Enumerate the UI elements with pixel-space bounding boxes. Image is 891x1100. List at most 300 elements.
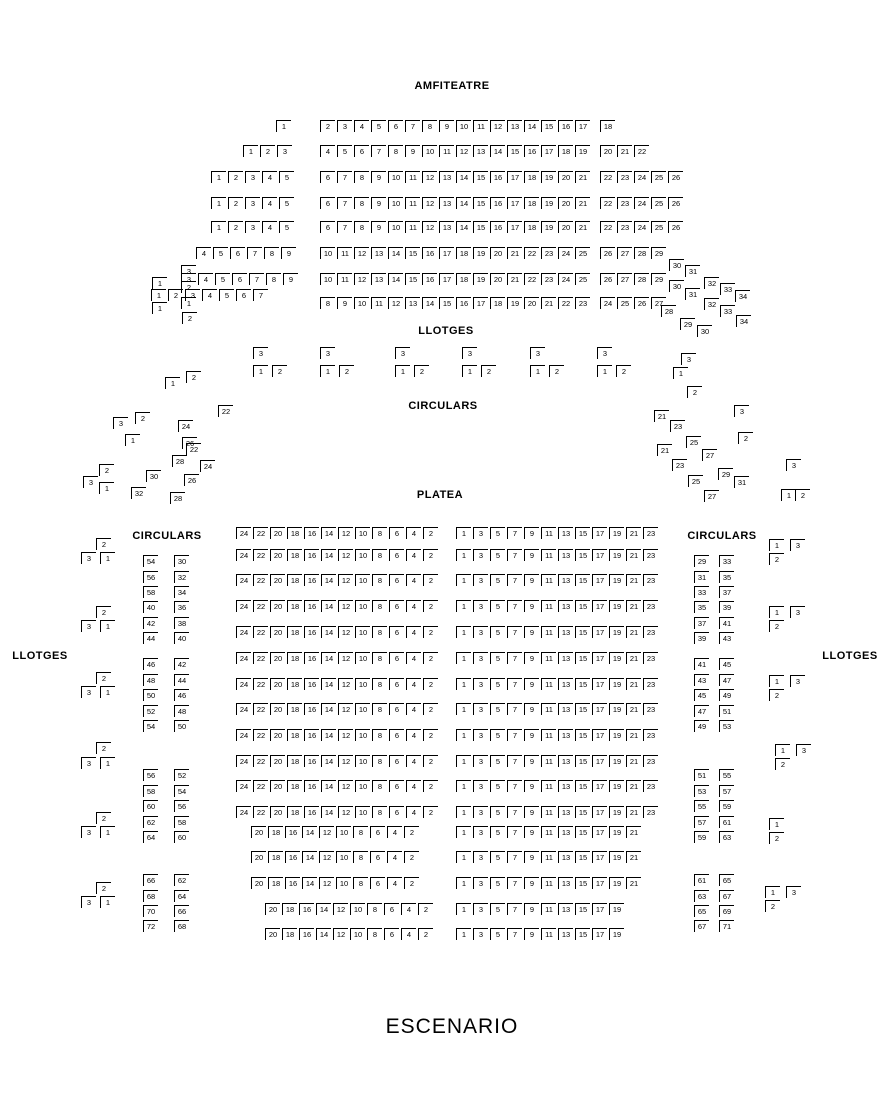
seat-platea-r4-left-12[interactable]: 12: [338, 600, 353, 612]
seat-amfiteatre-r1-center-12[interactable]: 12: [490, 120, 505, 132]
seat-platea-r3-left-2[interactable]: 2: [423, 574, 438, 586]
seat-amfiteatre-r8-center-14[interactable]: 14: [422, 297, 437, 309]
seat-platea-r17-left-14[interactable]: 14: [316, 928, 331, 940]
seat-platea-r13-left-14[interactable]: 14: [302, 826, 317, 838]
seat-platea-r13-right-11[interactable]: 11: [541, 826, 556, 838]
seat-platea-r14-left-4[interactable]: 4: [387, 851, 402, 863]
seat-platea-r16-left-12[interactable]: 12: [333, 903, 348, 915]
seat-platea-r4-left-18[interactable]: 18: [287, 600, 302, 612]
seat-platea-r4-right-15[interactable]: 15: [575, 600, 590, 612]
seat-circulars-right-inner-33[interactable]: 33: [719, 555, 734, 567]
seat-platea-r7-left-24[interactable]: 24: [236, 678, 251, 690]
seat-platea-r16-right-5[interactable]: 5: [490, 903, 505, 915]
seat-platea-r5-right-15[interactable]: 15: [575, 626, 590, 638]
seat-platea-r7-left-18[interactable]: 18: [287, 678, 302, 690]
seat-circulars-upper-right-21[interactable]: 21: [654, 410, 669, 422]
seat-circulars-right-inner-63[interactable]: 63: [694, 890, 709, 902]
seat-circulars-left-inner-68[interactable]: 68: [143, 890, 158, 902]
seat-platea-r11-left-20[interactable]: 20: [270, 780, 285, 792]
seat-platea-r1-left-12[interactable]: 12: [338, 527, 353, 539]
seat-platea-r11-right-13[interactable]: 13: [558, 780, 573, 792]
seat-platea-r2-right-7[interactable]: 7: [507, 549, 522, 561]
seat-platea-r14-left-18[interactable]: 18: [268, 851, 283, 863]
seat-amfiteatre-r7-center-12[interactable]: 12: [354, 273, 369, 285]
seat-circulars-right-inner-37[interactable]: 37: [719, 586, 734, 598]
seat-amfiteatre-r3-center-18[interactable]: 18: [524, 171, 539, 183]
seat-platea-r10-right-19[interactable]: 19: [609, 755, 624, 767]
seat-platea-r16-right-3[interactable]: 3: [473, 903, 488, 915]
seat-circulars-right-inner-53[interactable]: 53: [694, 785, 709, 797]
seat-amfiteatre-r7-left-8[interactable]: 8: [266, 273, 281, 285]
seat-platea-r12-left-18[interactable]: 18: [287, 806, 302, 818]
seat-platea-r3-left-12[interactable]: 12: [338, 574, 353, 586]
seat-amfiteatre-r7-left-7[interactable]: 7: [249, 273, 264, 285]
seat-circulars-right-inner-55[interactable]: 55: [719, 769, 734, 781]
seat-amfiteatre-left-diag-a-3[interactable]: 3: [181, 265, 196, 277]
seat-platea-r5-right-5[interactable]: 5: [490, 626, 505, 638]
seat-amfiteatre-r7-center-20[interactable]: 20: [490, 273, 505, 285]
seat-llotges-left-boxes-2[interactable]: 2: [96, 672, 111, 684]
seat-platea-r1-right-17[interactable]: 17: [592, 527, 607, 539]
seat-platea-r13-left-2[interactable]: 2: [404, 826, 419, 838]
seat-llotges-right-boxes-2[interactable]: 2: [769, 553, 784, 565]
seat-amfiteatre-r6-center-23[interactable]: 23: [541, 247, 556, 259]
seat-circulars-right-inner-43[interactable]: 43: [719, 632, 734, 644]
seat-platea-r2-right-17[interactable]: 17: [592, 549, 607, 561]
seat-amfiteatre-r7-right-27[interactable]: 27: [617, 273, 632, 285]
seat-amfiteatre-r6-right-26[interactable]: 26: [600, 247, 615, 259]
seat-amfiteatre-r2-center-12[interactable]: 12: [456, 145, 471, 157]
seat-platea-r1-left-4[interactable]: 4: [406, 527, 421, 539]
seat-platea-r16-right-17[interactable]: 17: [592, 903, 607, 915]
seat-platea-r11-right-1[interactable]: 1: [456, 780, 471, 792]
seat-circulars-right-inner-47[interactable]: 47: [719, 674, 734, 686]
seat-platea-r1-right-7[interactable]: 7: [507, 527, 522, 539]
seat-platea-r3-right-23[interactable]: 23: [643, 574, 658, 586]
seat-platea-r9-left-18[interactable]: 18: [287, 729, 302, 741]
seat-amfiteatre-r7-left-9[interactable]: 9: [283, 273, 298, 285]
seat-amfiteatre-r1-center-4[interactable]: 4: [354, 120, 369, 132]
seat-llotges-right-boxes-3[interactable]: 3: [790, 675, 805, 687]
seat-platea-r5-left-8[interactable]: 8: [372, 626, 387, 638]
seat-amfiteatre-r5-center-19[interactable]: 19: [541, 221, 556, 233]
seat-amfiteatre-r8-left-4[interactable]: 4: [202, 289, 217, 301]
seat-platea-r12-right-21[interactable]: 21: [626, 806, 641, 818]
seat-amfiteatre-r3-right-22[interactable]: 22: [600, 171, 615, 183]
seat-platea-r17-right-19[interactable]: 19: [609, 928, 624, 940]
seat-amfiteatre-r2-center-19[interactable]: 19: [575, 145, 590, 157]
seat-platea-r7-right-9[interactable]: 9: [524, 678, 539, 690]
seat-circulars-right-inner-33[interactable]: 33: [694, 586, 709, 598]
seat-circulars-right-inner-41[interactable]: 41: [719, 617, 734, 629]
seat-circulars-right-inner-29[interactable]: 29: [694, 555, 709, 567]
seat-platea-r17-left-4[interactable]: 4: [401, 928, 416, 940]
seat-platea-r17-left-10[interactable]: 10: [350, 928, 365, 940]
seat-platea-r7-right-21[interactable]: 21: [626, 678, 641, 690]
seat-amfiteatre-r1-center-7[interactable]: 7: [405, 120, 420, 132]
seat-platea-r15-right-15[interactable]: 15: [575, 877, 590, 889]
seat-platea-r3-left-10[interactable]: 10: [355, 574, 370, 586]
seat-platea-r6-left-20[interactable]: 20: [270, 652, 285, 664]
seat-platea-r12-left-12[interactable]: 12: [338, 806, 353, 818]
seat-platea-r9-right-3[interactable]: 3: [473, 729, 488, 741]
seat-platea-r5-right-23[interactable]: 23: [643, 626, 658, 638]
seat-amfiteatre-r3-left-1[interactable]: 1: [211, 171, 226, 183]
seat-platea-r14-left-6[interactable]: 6: [370, 851, 385, 863]
seat-platea-r2-left-24[interactable]: 24: [236, 549, 251, 561]
seat-circulars-right-inner-71[interactable]: 71: [719, 920, 734, 932]
seat-platea-r9-right-9[interactable]: 9: [524, 729, 539, 741]
seat-amfiteatre-r6-left-9[interactable]: 9: [281, 247, 296, 259]
seat-llotges-upper-boxes-2[interactable]: 2: [481, 365, 496, 377]
seat-platea-r3-left-20[interactable]: 20: [270, 574, 285, 586]
seat-amfiteatre-r7-center-16[interactable]: 16: [422, 273, 437, 285]
seat-platea-r13-right-17[interactable]: 17: [592, 826, 607, 838]
seat-amfiteatre-r5-right-22[interactable]: 22: [600, 221, 615, 233]
seat-platea-r5-left-14[interactable]: 14: [321, 626, 336, 638]
seat-amfiteatre-r6-left-5[interactable]: 5: [213, 247, 228, 259]
seat-llotges-right-boxes-2[interactable]: 2: [769, 689, 784, 701]
seat-circulars-right-inner-45[interactable]: 45: [694, 689, 709, 701]
seat-platea-r6-right-1[interactable]: 1: [456, 652, 471, 664]
seat-amfiteatre-r3-left-3[interactable]: 3: [245, 171, 260, 183]
seat-platea-r6-right-7[interactable]: 7: [507, 652, 522, 664]
seat-platea-r5-right-1[interactable]: 1: [456, 626, 471, 638]
seat-amfiteatre-r3-center-11[interactable]: 11: [405, 171, 420, 183]
seat-amfiteatre-r5-center-16[interactable]: 16: [490, 221, 505, 233]
seat-platea-r6-left-16[interactable]: 16: [304, 652, 319, 664]
seat-platea-r16-right-15[interactable]: 15: [575, 903, 590, 915]
seat-amfiteatre-r3-center-21[interactable]: 21: [575, 171, 590, 183]
seat-platea-r11-left-18[interactable]: 18: [287, 780, 302, 792]
seat-amfiteatre-r5-center-20[interactable]: 20: [558, 221, 573, 233]
seat-platea-r6-left-14[interactable]: 14: [321, 652, 336, 664]
seat-platea-r2-right-9[interactable]: 9: [524, 549, 539, 561]
seat-amfiteatre-r8-right-25[interactable]: 25: [617, 297, 632, 309]
seat-circulars-left-inner-62[interactable]: 62: [174, 874, 189, 886]
seat-amfiteatre-r7-center-11[interactable]: 11: [337, 273, 352, 285]
seat-amfiteatre-r8-center-10[interactable]: 10: [354, 297, 369, 309]
seat-amfiteatre-r1-center-16[interactable]: 16: [558, 120, 573, 132]
seat-amfiteatre-right-diag-33[interactable]: 33: [720, 283, 735, 295]
seat-circulars-left-inner-46[interactable]: 46: [174, 689, 189, 701]
seat-platea-r10-left-12[interactable]: 12: [338, 755, 353, 767]
seat-llotges-left-boxes-3[interactable]: 3: [81, 620, 96, 632]
seat-amfiteatre-r2-center-11[interactable]: 11: [439, 145, 454, 157]
seat-platea-r7-right-3[interactable]: 3: [473, 678, 488, 690]
seat-amfiteatre-r1-center-2[interactable]: 2: [320, 120, 335, 132]
seat-llotges-right-boxes-3[interactable]: 3: [790, 606, 805, 618]
seat-platea-r13-right-9[interactable]: 9: [524, 826, 539, 838]
seat-platea-r15-right-11[interactable]: 11: [541, 877, 556, 889]
seat-amfiteatre-r3-right-24[interactable]: 24: [634, 171, 649, 183]
seat-platea-r15-right-5[interactable]: 5: [490, 877, 505, 889]
seat-platea-r4-left-22[interactable]: 22: [253, 600, 268, 612]
seat-amfiteatre-r2-center-10[interactable]: 10: [422, 145, 437, 157]
seat-platea-r12-left-8[interactable]: 8: [372, 806, 387, 818]
seat-llotges-upper-boxes-1[interactable]: 1: [597, 365, 612, 377]
seat-amfiteatre-r3-center-10[interactable]: 10: [388, 171, 403, 183]
seat-platea-r14-right-5[interactable]: 5: [490, 851, 505, 863]
seat-circulars-right-inner-47[interactable]: 47: [694, 705, 709, 717]
seat-platea-r8-left-6[interactable]: 6: [389, 703, 404, 715]
seat-llotges-upper-boxes-2[interactable]: 2: [549, 365, 564, 377]
seat-llotges-right-boxes-1[interactable]: 1: [775, 744, 790, 756]
seat-platea-r11-right-5[interactable]: 5: [490, 780, 505, 792]
seat-amfiteatre-r4-left-3[interactable]: 3: [245, 197, 260, 209]
seat-platea-r6-left-18[interactable]: 18: [287, 652, 302, 664]
seat-amfiteatre-r3-center-12[interactable]: 12: [422, 171, 437, 183]
seat-platea-r6-right-5[interactable]: 5: [490, 652, 505, 664]
seat-platea-r7-right-7[interactable]: 7: [507, 678, 522, 690]
seat-platea-r16-right-7[interactable]: 7: [507, 903, 522, 915]
seat-platea-r8-right-9[interactable]: 9: [524, 703, 539, 715]
seat-amfiteatre-r5-center-12[interactable]: 12: [422, 221, 437, 233]
seat-llotges-upper-boxes-2[interactable]: 2: [339, 365, 354, 377]
seat-platea-r4-right-17[interactable]: 17: [592, 600, 607, 612]
seat-platea-r4-left-2[interactable]: 2: [423, 600, 438, 612]
seat-amfiteatre-r4-center-19[interactable]: 19: [541, 197, 556, 209]
seat-llotges-left-boxes-2[interactable]: 2: [96, 812, 111, 824]
seat-amfiteatre-left-diag-c-2[interactable]: 2: [182, 312, 197, 324]
seat-platea-r9-right-7[interactable]: 7: [507, 729, 522, 741]
seat-platea-r9-left-24[interactable]: 24: [236, 729, 251, 741]
seat-platea-r14-left-16[interactable]: 16: [285, 851, 300, 863]
seat-platea-r16-left-4[interactable]: 4: [401, 903, 416, 915]
seat-circulars-upper-left-1[interactable]: 1: [125, 434, 140, 446]
seat-amfiteatre-left-diag-b-1[interactable]: 1: [152, 302, 167, 314]
seat-platea-r13-left-18[interactable]: 18: [268, 826, 283, 838]
seat-platea-r3-right-17[interactable]: 17: [592, 574, 607, 586]
seat-platea-r9-right-23[interactable]: 23: [643, 729, 658, 741]
seat-platea-r14-left-12[interactable]: 12: [319, 851, 334, 863]
seat-circulars-upper-right-3[interactable]: 3: [734, 405, 749, 417]
seat-platea-r1-left-20[interactable]: 20: [270, 527, 285, 539]
seat-amfiteatre-r7-center-10[interactable]: 10: [320, 273, 335, 285]
seat-circulars-upper-left-2[interactable]: 2: [99, 464, 114, 476]
seat-platea-r6-right-17[interactable]: 17: [592, 652, 607, 664]
seat-platea-r15-left-12[interactable]: 12: [319, 877, 334, 889]
seat-platea-r5-right-3[interactable]: 3: [473, 626, 488, 638]
seat-platea-r8-right-21[interactable]: 21: [626, 703, 641, 715]
seat-platea-r11-left-6[interactable]: 6: [389, 780, 404, 792]
seat-circulars-left-inner-68[interactable]: 68: [174, 920, 189, 932]
seat-amfiteatre-r7-center-24[interactable]: 24: [558, 273, 573, 285]
seat-circulars-left-inner-40[interactable]: 40: [174, 632, 189, 644]
seat-amfiteatre-r1-center-11[interactable]: 11: [473, 120, 488, 132]
seat-platea-r9-right-17[interactable]: 17: [592, 729, 607, 741]
seat-platea-r10-right-5[interactable]: 5: [490, 755, 505, 767]
seat-circulars-upper-right-23[interactable]: 23: [670, 420, 685, 432]
seat-platea-r9-right-13[interactable]: 13: [558, 729, 573, 741]
seat-llotges-upper-boxes-2[interactable]: 2: [186, 371, 201, 383]
seat-platea-r12-left-4[interactable]: 4: [406, 806, 421, 818]
seat-platea-r2-right-15[interactable]: 15: [575, 549, 590, 561]
seat-platea-r17-left-2[interactable]: 2: [418, 928, 433, 940]
seat-amfiteatre-r2-left-2[interactable]: 2: [260, 145, 275, 157]
seat-circulars-left-inner-58[interactable]: 58: [143, 785, 158, 797]
seat-platea-r17-right-15[interactable]: 15: [575, 928, 590, 940]
seat-amfiteatre-r3-right-25[interactable]: 25: [651, 171, 666, 183]
seat-platea-r13-right-5[interactable]: 5: [490, 826, 505, 838]
seat-circulars-left-inner-44[interactable]: 44: [143, 632, 158, 644]
seat-platea-r5-left-6[interactable]: 6: [389, 626, 404, 638]
seat-llotges-upper-boxes-2[interactable]: 2: [687, 386, 702, 398]
seat-platea-r14-right-21[interactable]: 21: [626, 851, 641, 863]
seat-platea-r17-right-13[interactable]: 13: [558, 928, 573, 940]
seat-circulars-left-inner-60[interactable]: 60: [143, 800, 158, 812]
seat-amfiteatre-r6-left-7[interactable]: 7: [247, 247, 262, 259]
seat-platea-r3-right-13[interactable]: 13: [558, 574, 573, 586]
seat-amfiteatre-r4-right-23[interactable]: 23: [617, 197, 632, 209]
seat-circulars-left-inner-30[interactable]: 30: [174, 555, 189, 567]
seat-platea-r5-right-21[interactable]: 21: [626, 626, 641, 638]
seat-platea-r12-right-7[interactable]: 7: [507, 806, 522, 818]
seat-amfiteatre-r5-left-3[interactable]: 3: [245, 221, 260, 233]
seat-amfiteatre-r4-right-24[interactable]: 24: [634, 197, 649, 209]
seat-llotges-left-boxes-3[interactable]: 3: [81, 686, 96, 698]
seat-amfiteatre-right-diag-30[interactable]: 30: [697, 325, 712, 337]
seat-amfiteatre-r5-right-26[interactable]: 26: [668, 221, 683, 233]
seat-llotges-left-boxes-2[interactable]: 2: [96, 882, 111, 894]
seat-platea-r2-right-13[interactable]: 13: [558, 549, 573, 561]
seat-amfiteatre-r4-right-22[interactable]: 22: [600, 197, 615, 209]
seat-platea-r9-left-2[interactable]: 2: [423, 729, 438, 741]
seat-circulars-left-inner-52[interactable]: 52: [174, 769, 189, 781]
seat-circulars-right-inner-39[interactable]: 39: [719, 601, 734, 613]
seat-platea-r3-right-15[interactable]: 15: [575, 574, 590, 586]
seat-amfiteatre-r4-center-13[interactable]: 13: [439, 197, 454, 209]
seat-circulars-left-inner-58[interactable]: 58: [174, 816, 189, 828]
seat-platea-r13-left-8[interactable]: 8: [353, 826, 368, 838]
seat-platea-r12-left-20[interactable]: 20: [270, 806, 285, 818]
seat-platea-r15-left-10[interactable]: 10: [336, 877, 351, 889]
seat-amfiteatre-r6-center-20[interactable]: 20: [490, 247, 505, 259]
seat-platea-r2-left-2[interactable]: 2: [423, 549, 438, 561]
seat-amfiteatre-r6-right-28[interactable]: 28: [634, 247, 649, 259]
seat-circulars-right-inner-35[interactable]: 35: [719, 571, 734, 583]
seat-amfiteatre-r3-center-17[interactable]: 17: [507, 171, 522, 183]
seat-platea-r15-left-20[interactable]: 20: [251, 877, 266, 889]
seat-llotges-upper-boxes-1[interactable]: 1: [462, 365, 477, 377]
seat-circulars-upper-left-24[interactable]: 24: [178, 420, 193, 432]
seat-circulars-left-inner-54[interactable]: 54: [143, 720, 158, 732]
seat-amfiteatre-r4-center-20[interactable]: 20: [558, 197, 573, 209]
seat-platea-r2-left-10[interactable]: 10: [355, 549, 370, 561]
seat-llotges-upper-boxes-1[interactable]: 1: [253, 365, 268, 377]
seat-platea-r3-left-24[interactable]: 24: [236, 574, 251, 586]
seat-platea-r7-left-16[interactable]: 16: [304, 678, 319, 690]
seat-platea-r1-right-19[interactable]: 19: [609, 527, 624, 539]
seat-platea-r2-left-22[interactable]: 22: [253, 549, 268, 561]
seat-platea-r3-left-4[interactable]: 4: [406, 574, 421, 586]
seat-platea-r12-left-10[interactable]: 10: [355, 806, 370, 818]
seat-platea-r2-right-21[interactable]: 21: [626, 549, 641, 561]
seat-circulars-right-inner-31[interactable]: 31: [694, 571, 709, 583]
seat-circulars-upper-right-3[interactable]: 3: [786, 459, 801, 471]
seat-amfiteatre-r2-center-5[interactable]: 5: [337, 145, 352, 157]
seat-platea-r12-left-24[interactable]: 24: [236, 806, 251, 818]
seat-platea-r13-right-21[interactable]: 21: [626, 826, 641, 838]
seat-platea-r10-right-15[interactable]: 15: [575, 755, 590, 767]
seat-platea-r11-left-24[interactable]: 24: [236, 780, 251, 792]
seat-platea-r2-right-23[interactable]: 23: [643, 549, 658, 561]
seat-platea-r4-right-5[interactable]: 5: [490, 600, 505, 612]
seat-platea-r17-left-18[interactable]: 18: [282, 928, 297, 940]
seat-amfiteatre-r6-center-24[interactable]: 24: [558, 247, 573, 259]
seat-platea-r16-left-20[interactable]: 20: [265, 903, 280, 915]
seat-amfiteatre-r3-center-8[interactable]: 8: [354, 171, 369, 183]
seat-amfiteatre-r8-center-22[interactable]: 22: [558, 297, 573, 309]
seat-circulars-left-inner-48[interactable]: 48: [174, 705, 189, 717]
seat-platea-r8-left-16[interactable]: 16: [304, 703, 319, 715]
seat-amfiteatre-right-diag-29[interactable]: 29: [680, 318, 695, 330]
seat-amfiteatre-r7-left-3[interactable]: 3: [181, 273, 196, 285]
seat-platea-r11-right-9[interactable]: 9: [524, 780, 539, 792]
seat-platea-r10-right-17[interactable]: 17: [592, 755, 607, 767]
seat-amfiteatre-r3-center-7[interactable]: 7: [337, 171, 352, 183]
seat-amfiteatre-r7-center-14[interactable]: 14: [388, 273, 403, 285]
seat-amfiteatre-r5-center-8[interactable]: 8: [354, 221, 369, 233]
seat-amfiteatre-r4-center-15[interactable]: 15: [473, 197, 488, 209]
seat-platea-r8-right-1[interactable]: 1: [456, 703, 471, 715]
seat-platea-r8-right-7[interactable]: 7: [507, 703, 522, 715]
seat-platea-r6-right-15[interactable]: 15: [575, 652, 590, 664]
seat-platea-r4-right-7[interactable]: 7: [507, 600, 522, 612]
seat-amfiteatre-r4-center-12[interactable]: 12: [422, 197, 437, 209]
seat-circulars-right-inner-49[interactable]: 49: [694, 720, 709, 732]
seat-platea-r7-right-11[interactable]: 11: [541, 678, 556, 690]
seat-platea-r8-right-13[interactable]: 13: [558, 703, 573, 715]
seat-platea-r4-right-23[interactable]: 23: [643, 600, 658, 612]
seat-amfiteatre-r7-center-21[interactable]: 21: [507, 273, 522, 285]
seat-circulars-upper-left-3[interactable]: 3: [83, 476, 98, 488]
seat-platea-r10-left-10[interactable]: 10: [355, 755, 370, 767]
seat-llotges-right-boxes-2[interactable]: 2: [765, 900, 780, 912]
seat-llotges-right-boxes-1[interactable]: 1: [769, 675, 784, 687]
seat-circulars-left-inner-32[interactable]: 32: [174, 571, 189, 583]
seat-platea-r9-left-8[interactable]: 8: [372, 729, 387, 741]
seat-platea-r11-left-14[interactable]: 14: [321, 780, 336, 792]
seat-circulars-right-inner-49[interactable]: 49: [719, 689, 734, 701]
seat-platea-r11-right-11[interactable]: 11: [541, 780, 556, 792]
seat-amfiteatre-r8-center-20[interactable]: 20: [524, 297, 539, 309]
seat-platea-r10-right-1[interactable]: 1: [456, 755, 471, 767]
seat-platea-r3-left-14[interactable]: 14: [321, 574, 336, 586]
seat-platea-r15-right-3[interactable]: 3: [473, 877, 488, 889]
seat-amfiteatre-r2-center-14[interactable]: 14: [490, 145, 505, 157]
seat-amfiteatre-r7-right-29[interactable]: 29: [651, 273, 666, 285]
seat-platea-r13-left-16[interactable]: 16: [285, 826, 300, 838]
seat-llotges-upper-boxes-3[interactable]: 3: [462, 347, 477, 359]
seat-amfiteatre-r3-left-4[interactable]: 4: [262, 171, 277, 183]
seat-platea-r9-left-14[interactable]: 14: [321, 729, 336, 741]
seat-platea-r9-left-4[interactable]: 4: [406, 729, 421, 741]
seat-amfiteatre-r6-left-8[interactable]: 8: [264, 247, 279, 259]
seat-platea-r2-right-1[interactable]: 1: [456, 549, 471, 561]
seat-amfiteatre-right-diag-32[interactable]: 32: [704, 277, 719, 289]
seat-platea-r3-right-19[interactable]: 19: [609, 574, 624, 586]
seat-llotges-upper-boxes-3[interactable]: 3: [681, 353, 696, 365]
seat-amfiteatre-r6-center-18[interactable]: 18: [456, 247, 471, 259]
seat-platea-r5-left-12[interactable]: 12: [338, 626, 353, 638]
seat-llotges-upper-boxes-3[interactable]: 3: [530, 347, 545, 359]
seat-platea-r14-left-20[interactable]: 20: [251, 851, 266, 863]
seat-amfiteatre-r8-center-16[interactable]: 16: [456, 297, 471, 309]
seat-amfiteatre-r4-center-21[interactable]: 21: [575, 197, 590, 209]
seat-amfiteatre-left-diag-b-1[interactable]: 1: [152, 277, 167, 289]
seat-llotges-left-boxes-1[interactable]: 1: [100, 757, 115, 769]
